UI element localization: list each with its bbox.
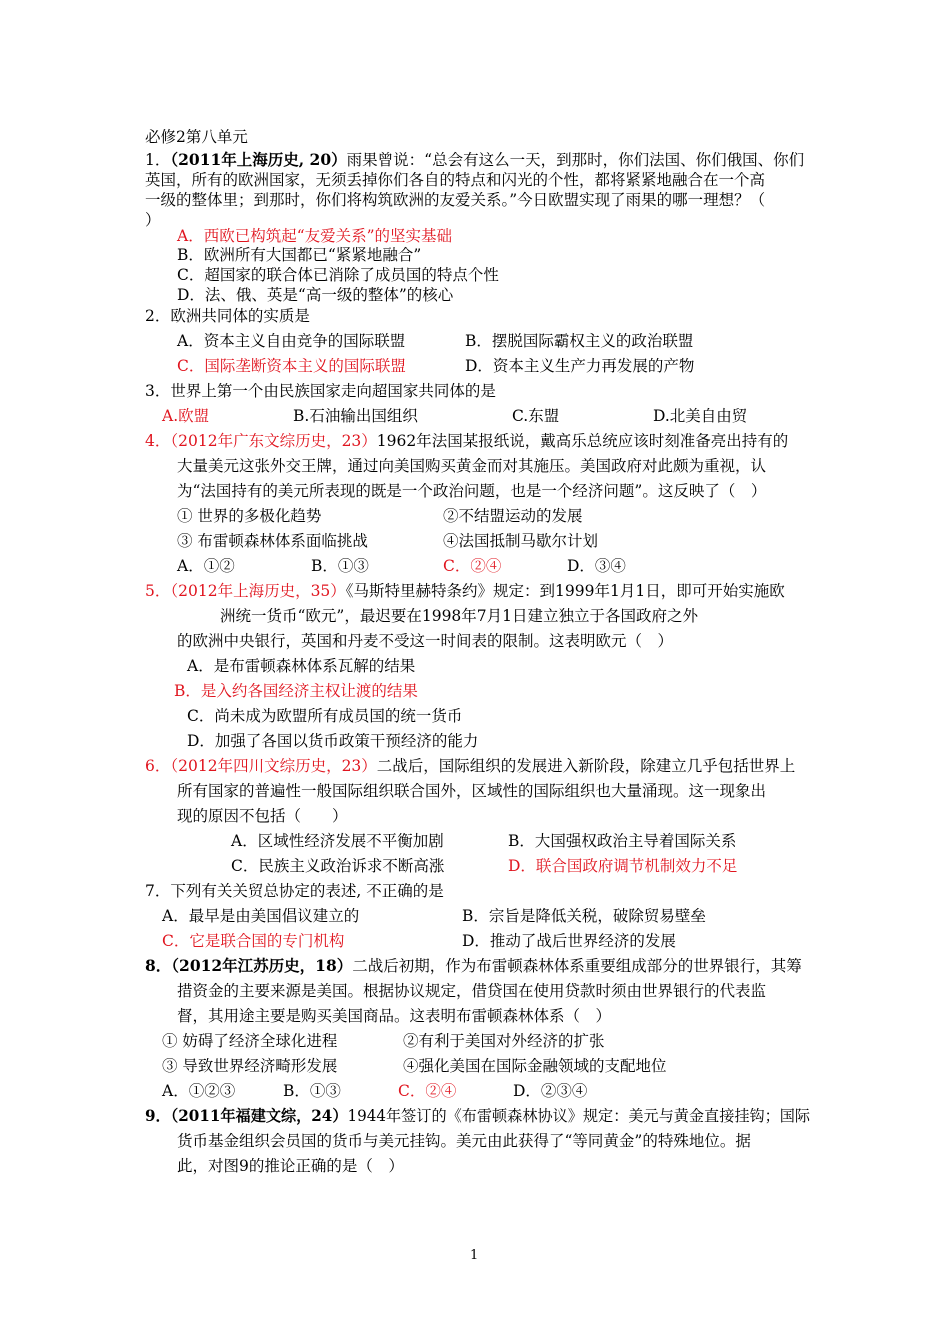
question-6-option-a: A．区域性经济发展不平衡加剧 [231,832,444,850]
question-2-option-a: A．资本主义自由竞争的国际联盟 [177,332,406,350]
question-4-option-b: B．①③ [311,557,369,575]
question-6-option-b: B．大国强权政治主导着国际关系 [508,832,737,850]
question-4-line-2: 大量美元这张外交王牌，通过向美国购买黄金而对其施压。美国政府对此颇为重视，认 [177,457,767,475]
unit-header: 必修2第八单元 [145,128,248,146]
question-2-option-d: D．资本主义生产力再发展的产物 [465,357,695,375]
question-stem: 二战后，国际组织的发展进入新阶段，除建立几乎包括世界上 [376,757,796,775]
question-stem: 《马斯特里赫特条约》规定：到1999年1月1日，即可开始实施欧 [345,582,785,600]
question-4-line-3: 为“法国持有的美元所表现的既是一个政治问题，也是一个经济问题”。这反映了（ ） [177,482,767,500]
question-number: 4． [145,432,171,450]
question-6-option-c: C．民族主义政治诉求不断高涨 [231,857,445,875]
question-4-item-1: ① 世界的多极化趋势 [177,507,322,525]
question-number: 5． [145,582,171,600]
question-stem: 雨果曾说：“总会有这么一天，到那时，你们法国、你们俄国、你们 [346,151,805,169]
question-1-option-b: B．欧洲所有大国都已“紧紧地融合” [177,246,422,264]
question-3-stem: 3．世界上第一个由民族国家走向超国家共同体的是 [145,382,496,400]
question-1-line-1 [145,150,804,170]
question-7-option-d: D．推动了战后世界经济的发展 [462,932,676,950]
question-8-option-c-answer: C．②④ [398,1082,457,1100]
question-stem: 1944年签订的《布雷顿森林协议》规定：美元与黄金直接挂钩；国际 [347,1107,811,1125]
question-9-line-1 [145,1106,810,1126]
question-8-option-b: B．①③ [283,1082,341,1100]
question-number: 9． [145,1106,171,1125]
question-5-line-2: 洲统一货币“欧元”，最迟要在1998年7月1日建立独立于各国政府之外 [220,607,699,625]
question-7-option-b: B．宗旨是降低关税，破除贸易壁垒 [462,907,706,925]
question-8-line-2: 措资金的主要来源是美国。根据协议规定，借贷国在使用贷款时须由世界银行的代表监 [177,982,767,1000]
question-source: （2011年上海历史, 20） [170,150,347,169]
question-5-option-a: A．是布雷顿森林体系瓦解的结果 [187,657,416,675]
question-source: （2012年上海历史，35） [170,582,346,600]
question-8-item-3: ③ 导致世界经济畸形发展 [162,1057,338,1075]
question-4-option-d: D．③④ [567,557,626,575]
question-number: 6． [145,757,171,775]
question-4-item-4: ④法国抵制马歇尔计划 [443,532,599,550]
question-3-option-a-answer: A.欧盟 [162,407,210,425]
question-source: （2012年广东文综历史，23） [170,432,377,450]
question-2-stem: 2．欧洲共同体的实质是 [145,307,310,325]
question-5-option-c: C．尚未成为欧盟所有成员国的统一货币 [187,707,463,725]
question-2-option-b: B．摆脱国际霸权主义的政治联盟 [465,332,694,350]
question-5-option-d: D．加强了各国以货币政策干预经济的能力 [187,732,479,750]
question-5-line-3: 的欧洲中央银行，英国和丹麦不受这一时间表的限制。这表明欧元（ ） [177,632,674,650]
question-8-item-4: ④强化美国在国际金融领域的支配地位 [403,1057,667,1075]
question-4-option-c-answer: C．②④ [443,557,502,575]
question-4-option-a: A．①② [177,557,235,575]
question-9-line-3: 此，对图9的推论正确的是（ ） [177,1157,404,1175]
question-8-option-d: D．②③④ [513,1082,588,1100]
question-number: 1． [145,151,171,169]
question-8-line-3: 督，其用途主要是购买美国商品。这表明布雷顿森林体系（ ） [177,1007,612,1025]
question-stem: 二战后初期，作为布雷顿森林体系重要组成部分的世界银行，其筹 [352,957,802,975]
question-number: 8． [145,956,172,975]
question-6-line-1 [145,756,795,776]
page-number: 1 [470,1248,479,1263]
question-source: （2011年福建文综，24） [170,1106,348,1125]
question-1-option-d: D．法、俄、英是“高一级的整体”的核心 [177,286,454,304]
question-8-item-2: ②有利于美国对外经济的扩张 [403,1032,605,1050]
question-5-line-1 [145,581,785,601]
question-8-option-a: A．①②③ [162,1082,236,1100]
question-1-option-c: C．超国家的联合体已消除了成员国的特点个性 [177,266,499,284]
question-4-item-2: ②不结盟运动的发展 [443,507,583,525]
question-1-option-a-answer: A．西欧已构筑起“友爱关系”的坚实基础 [177,227,453,245]
question-4-item-3: ③ 布雷顿森林体系面临挑战 [177,532,368,550]
question-6-option-d-answer: D．联合国政府调节机制效力不足 [508,857,738,875]
question-7-stem: 7．下列有关关贸总协定的表述, 不正确的是 [145,882,444,900]
question-4-line-1 [145,431,788,451]
question-source: （2012年四川文综历史，23） [170,757,377,775]
question-1-line-3: 一级的整体里；到那时，你们将构筑欧洲的友爱关系。”今日欧盟实现了雨果的哪一理想？（ [145,191,766,209]
question-3-option-b: B.石油输出国组织 [293,407,418,425]
question-8-line-1 [145,956,802,976]
question-8-item-1: ① 妨碍了经济全球化进程 [162,1032,338,1050]
question-6-line-2: 所有国家的普遍性一般国际组织联合国外，区域性的国际组织也大量涌现。这一现象出 [177,782,767,800]
question-9-line-2: 货币基金组织会员国的货币与美元挂钩。美元由此获得了“等同黄金”的特殊地位。据 [177,1132,751,1150]
question-source: （2012年江苏历史，18） [171,956,353,975]
question-5-option-b-answer: B．是入约各国经济主权让渡的结果 [174,682,418,700]
question-1-line-4: ） [145,211,161,229]
question-6-line-3: 现的原因不包括（ ） [177,807,348,825]
question-stem: 1962年法国某报纸说，戴高乐总统应该时刻准备亮出持有的 [376,432,789,450]
question-1-line-2: 英国，所有的欧洲国家，无须丢掉你们各自的特点和闪光的个性，都将紧紧地融合在一个高 [145,171,766,189]
question-3-option-d: D.北美自由贸 [653,407,748,425]
question-3-option-c: C.东盟 [512,407,560,425]
question-2-option-c-answer: C．国际垄断资本主义的国际联盟 [177,357,406,375]
question-7-option-a: A．最早是由美国倡议建立的 [162,907,360,925]
question-7-option-c-answer: C．它是联合国的专门机构 [162,932,345,950]
